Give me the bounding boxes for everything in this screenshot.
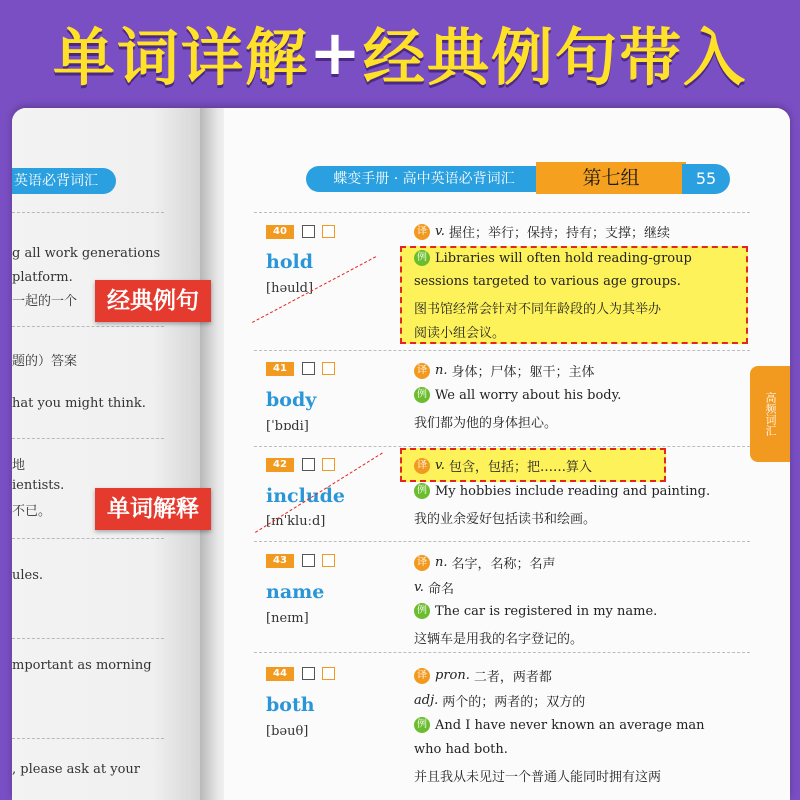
- side-tab: 高频词汇: [750, 366, 790, 462]
- divider: [12, 326, 164, 327]
- definition-row: [414, 222, 670, 241]
- review-checkbox[interactable]: [302, 458, 315, 471]
- review-checkbox[interactable]: [322, 458, 335, 471]
- example-tag-icon: 例: [414, 603, 430, 619]
- example-english: And I have never known an average man: [435, 717, 705, 733]
- book: [12, 108, 790, 800]
- part-of-speech: v.: [435, 458, 445, 473]
- example-chinese: 这辆车是用我的名字登记的。: [414, 632, 584, 647]
- example-tag-icon: 例: [414, 387, 430, 403]
- banner-title-part2: 经典例句带入: [362, 21, 747, 94]
- translation-tag-icon: 译: [414, 458, 430, 474]
- entry-number-badge: 43: [266, 554, 294, 568]
- entry-word: both: [266, 694, 315, 716]
- entry-word: hold: [266, 251, 313, 273]
- example-english: We all worry about his body.: [435, 387, 622, 403]
- translation-tag-icon: 译: [414, 363, 430, 379]
- example-row: [414, 717, 705, 733]
- review-checkbox[interactable]: [322, 225, 335, 238]
- entry-number-badge: 40: [266, 225, 294, 239]
- example-english: My hobbies include reading and painting.: [435, 483, 711, 499]
- entry-number-badge: 44: [266, 667, 294, 681]
- example-row: [414, 250, 692, 266]
- divider: [254, 350, 750, 351]
- definition-text: 握住；举行；保持；持有；支撑；继续: [448, 226, 670, 241]
- definition-callout-label: 单词解释: [95, 488, 211, 530]
- definition-row: [414, 666, 552, 685]
- definition-row: [414, 691, 585, 710]
- divider: [12, 212, 164, 213]
- review-checkbox[interactable]: [302, 554, 315, 567]
- entry-number-badge: 41: [266, 362, 294, 376]
- left-line: ules.: [12, 568, 44, 583]
- example-tag-icon: 例: [414, 250, 430, 266]
- example-row: [414, 387, 621, 403]
- review-checkbox[interactable]: [302, 362, 315, 375]
- review-checkbox[interactable]: [322, 554, 335, 567]
- definition-row: [414, 361, 595, 380]
- translation-tag-icon: 译: [414, 668, 430, 684]
- example-chinese: 图书馆经常会针对不同年龄段的人为其举办: [414, 302, 662, 317]
- part-of-speech: n.: [435, 363, 448, 378]
- left-page-header: 英语必背词汇: [12, 168, 116, 194]
- divider: [12, 538, 164, 539]
- left-line: mportant as morning: [12, 658, 152, 673]
- entry-phonetic: [neɪm]: [266, 611, 309, 626]
- left-line: ientists.: [12, 478, 65, 493]
- definition-text: 两个的；两者的；双方的: [442, 695, 586, 710]
- review-checkbox[interactable]: [322, 667, 335, 680]
- definition-row: [414, 578, 454, 597]
- left-line: 一起的一个: [12, 294, 78, 309]
- entry-word: body: [266, 389, 317, 411]
- review-checkbox[interactable]: [322, 362, 335, 375]
- divider: [254, 652, 750, 653]
- left-line: platform.: [12, 270, 73, 285]
- example-callout-label: 经典例句: [95, 280, 211, 322]
- top-banner: [0, 0, 800, 105]
- review-checkbox[interactable]: [302, 225, 315, 238]
- part-of-speech: v.: [414, 580, 424, 595]
- definition-text: 命名: [427, 582, 454, 597]
- entry-word: include: [266, 485, 346, 507]
- definition-row: [414, 456, 592, 475]
- definition-text: 名字，名称；名声: [451, 557, 556, 572]
- divider: [12, 738, 164, 739]
- left-line: , please ask at your: [12, 762, 140, 777]
- definition-text: 二者，两者都: [473, 670, 552, 685]
- left-line: 题的）答案: [12, 354, 78, 369]
- divider: [12, 638, 164, 639]
- entry-number-badge: 42: [266, 458, 294, 472]
- example-english: The car is registered in my name.: [435, 603, 658, 619]
- example-chinese: 我的业余爱好包括读书和绘画。: [414, 512, 597, 527]
- part-of-speech: pron.: [435, 668, 470, 683]
- example-chinese: 并且我从未见过一个普通人能同时拥有这两: [414, 770, 662, 785]
- example-english: sessions targeted to various age groups.: [414, 274, 681, 289]
- part-of-speech: adj.: [414, 693, 439, 708]
- divider: [254, 446, 750, 447]
- page-number: 55: [682, 164, 730, 194]
- group-label: 第七组: [536, 162, 686, 194]
- translation-tag-icon: 译: [414, 555, 430, 571]
- review-checkbox[interactable]: [302, 667, 315, 680]
- example-row: [414, 483, 710, 499]
- left-line: g all work generations: [12, 246, 161, 261]
- divider: [254, 541, 750, 542]
- example-row: [414, 603, 657, 619]
- banner-plus: +: [309, 16, 363, 89]
- translation-tag-icon: 译: [414, 224, 430, 240]
- part-of-speech: n.: [435, 555, 448, 570]
- definition-text: 包含，包括；把……算入: [448, 460, 592, 475]
- entry-phonetic: [bəuθ]: [266, 724, 309, 739]
- entry-word: name: [266, 581, 325, 603]
- example-english: who had both.: [414, 742, 508, 757]
- entry-phonetic: [həuld]: [266, 281, 314, 296]
- definition-row: [414, 553, 556, 572]
- divider: [12, 438, 164, 439]
- page-header-title: 蝶变手册 · 高中英语必背词汇: [306, 166, 542, 192]
- example-chinese: 阅读小组会议。: [414, 326, 506, 341]
- divider: [254, 212, 750, 213]
- left-page: [12, 108, 212, 800]
- definition-text: 身体；尸体；躯干；主体: [451, 365, 595, 380]
- example-tag-icon: 例: [414, 717, 430, 733]
- left-line: 地: [12, 458, 26, 473]
- part-of-speech: v.: [435, 224, 445, 239]
- entry-phonetic: [ˈbɒdi]: [266, 419, 309, 434]
- entry-phonetic: [ɪnˈkluːd]: [266, 514, 326, 529]
- example-tag-icon: 例: [414, 483, 430, 499]
- example-chinese: 我们都为他的身体担心。: [414, 416, 558, 431]
- left-line: 不已。: [12, 504, 52, 519]
- example-english: Libraries will often hold reading-group: [435, 250, 692, 266]
- left-line: hat you might think.: [12, 396, 146, 411]
- banner-title-part1: 单词详解: [53, 21, 310, 94]
- right-page: [224, 108, 790, 800]
